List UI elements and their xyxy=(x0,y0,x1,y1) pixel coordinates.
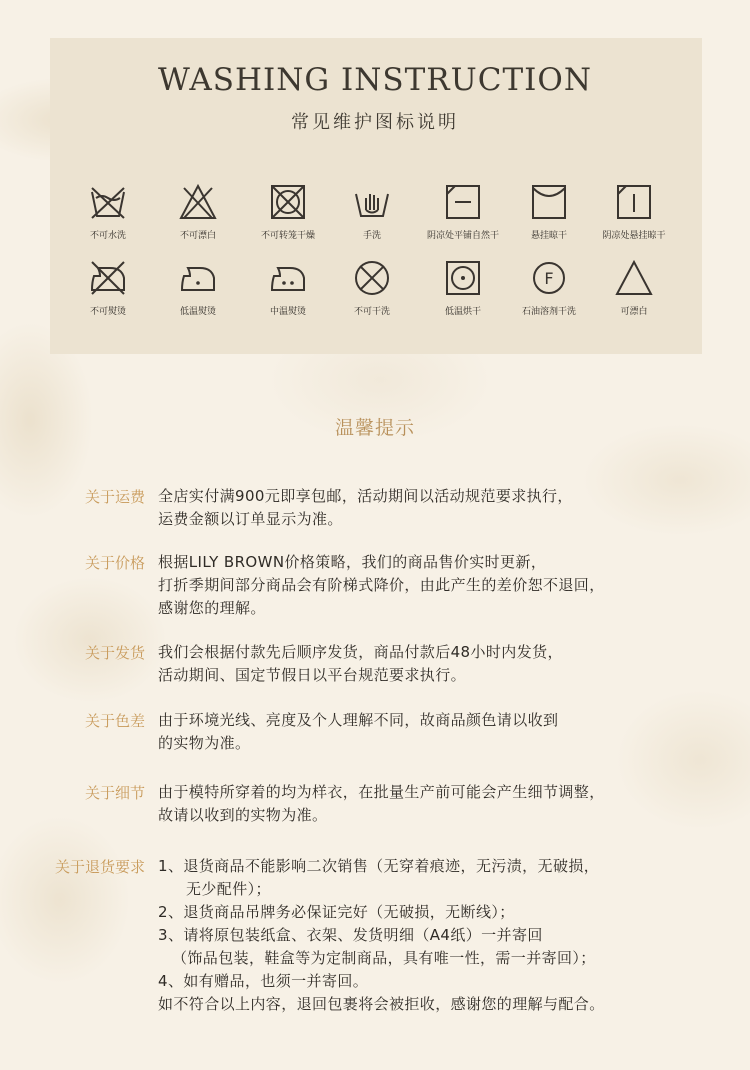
tip-line: 打折季期间部分商品会有阶梯式降价，由此产生的差价恕不退回， xyxy=(158,576,605,594)
no-tumble-dry-icon xyxy=(268,182,308,222)
tip-line: 无少配件）； xyxy=(186,880,271,898)
tip-line: 活动期间、国定节假日以平台规范要求执行。 xyxy=(158,666,467,684)
tip-body-delivery xyxy=(158,641,738,687)
icon-label: 悬挂晾干 xyxy=(530,231,567,241)
tumble-dry-low-icon xyxy=(443,258,483,298)
icon-label: 石油溶剂干洗 xyxy=(521,307,576,317)
icon-no-washing xyxy=(58,182,158,241)
tip-body-detail xyxy=(158,781,738,827)
tip-line: 感谢您的理解。 xyxy=(158,599,266,617)
icon-tumble-dry-low xyxy=(413,258,513,317)
page-title: WASHING INSTRUCTION xyxy=(158,62,592,98)
tip-label-shipping: 关于运费 xyxy=(84,488,145,506)
tip-line: （饰品包装，鞋盒等为定制商品，具有唯一性，需一并寄回）； xyxy=(172,949,596,967)
tip-line: 由于环境光线、亮度及个人理解不同，故商品颜色请以收到 xyxy=(158,711,559,729)
no-washing-icon xyxy=(88,182,128,222)
no-iron-icon xyxy=(88,258,128,298)
tip-line: 2、退货商品吊牌务必保证完好（无破损，无断线）； xyxy=(158,903,515,921)
tip-label-delivery: 关于发货 xyxy=(84,644,145,662)
icon-dry-flat-shade xyxy=(413,182,513,241)
hand-wash-icon xyxy=(352,182,392,222)
tip-line: 由于模特所穿着的均为样衣，在批量生产前可能会产生细节调整， xyxy=(158,783,605,801)
icon-label: 不可漂白 xyxy=(179,231,216,241)
tip-line: 4、如有赠品，也须一并寄回。 xyxy=(158,972,369,990)
dry-clean-petroleum-icon xyxy=(529,258,569,298)
icon-label: 手洗 xyxy=(362,231,381,241)
tip-line: 的实物为准。 xyxy=(158,734,251,752)
tip-body-color xyxy=(158,709,738,755)
icon-label: 中温熨烫 xyxy=(269,307,306,317)
tip-line: 1、退货商品不能影响二次销售（无穿着痕迹，无污渍，无破损， xyxy=(158,857,600,875)
icon-label: 阴凉处悬挂晾干 xyxy=(602,231,666,241)
icon-label: 低温熨烫 xyxy=(179,307,216,317)
icon-label: 阴凉处平铺自然干 xyxy=(426,231,499,241)
tip-body-return xyxy=(158,855,738,1016)
tip-label-detail: 关于细节 xyxy=(84,784,145,802)
icon-label: 低温烘干 xyxy=(444,307,481,317)
tips-title: 温馨提示 xyxy=(334,417,415,439)
hang-dry-shade-icon xyxy=(614,182,654,222)
tip-line: 如不符合以上内容，退回包裹将会被拒收，感谢您的理解与配合。 xyxy=(158,995,605,1013)
icon-label: 可漂白 xyxy=(620,307,648,317)
no-dry-clean-icon xyxy=(352,258,392,298)
icon-hand-wash xyxy=(322,182,422,241)
tip-line: 我们会根据付款先后顺序发货，商品付款后48小时内发货， xyxy=(158,643,563,661)
icon-label: 不可干洗 xyxy=(353,307,390,317)
iron-low-icon xyxy=(178,258,218,298)
no-bleach-icon xyxy=(178,182,218,222)
hang-dry-icon xyxy=(529,182,569,222)
icon-label: 不可水洗 xyxy=(89,231,126,241)
tip-body-price xyxy=(158,551,738,620)
svg-text:F: F xyxy=(544,269,554,288)
icon-no-dry-clean xyxy=(322,258,422,317)
tip-line: 故请以收到的实物为准。 xyxy=(158,806,328,824)
tip-line: 运费金额以订单显示为准。 xyxy=(158,510,343,528)
tip-line: 3、请将原包装纸盒、衣架、发货明细（A4纸）一并寄回 xyxy=(158,926,543,944)
tip-label-price: 关于价格 xyxy=(84,554,145,572)
page-subtitle: 常见维护图标说明 xyxy=(291,112,459,133)
icon-iron-low xyxy=(148,258,248,317)
icon-no-bleach xyxy=(148,182,248,241)
tip-label-color: 关于色差 xyxy=(84,712,145,730)
tip-line: 根据LILY BROWN价格策略，我们的商品售价实时更新， xyxy=(158,553,547,571)
iron-medium-icon xyxy=(268,258,308,298)
tip-line: 全店实付满900元即享包邮，活动期间以活动规范要求执行， xyxy=(158,487,573,505)
dry-flat-shade-icon xyxy=(443,182,483,222)
icon-label: 不可转笼干燥 xyxy=(260,231,315,241)
tip-label-return: 关于退货要求 xyxy=(54,858,145,876)
icon-bleach-allowed xyxy=(584,258,684,317)
bleach-allowed-icon xyxy=(614,258,654,298)
icon-label: 不可熨烫 xyxy=(89,307,126,317)
icon-no-iron xyxy=(58,258,158,317)
icon-hang-dry-shade xyxy=(584,182,684,241)
tip-body-shipping xyxy=(158,485,738,531)
